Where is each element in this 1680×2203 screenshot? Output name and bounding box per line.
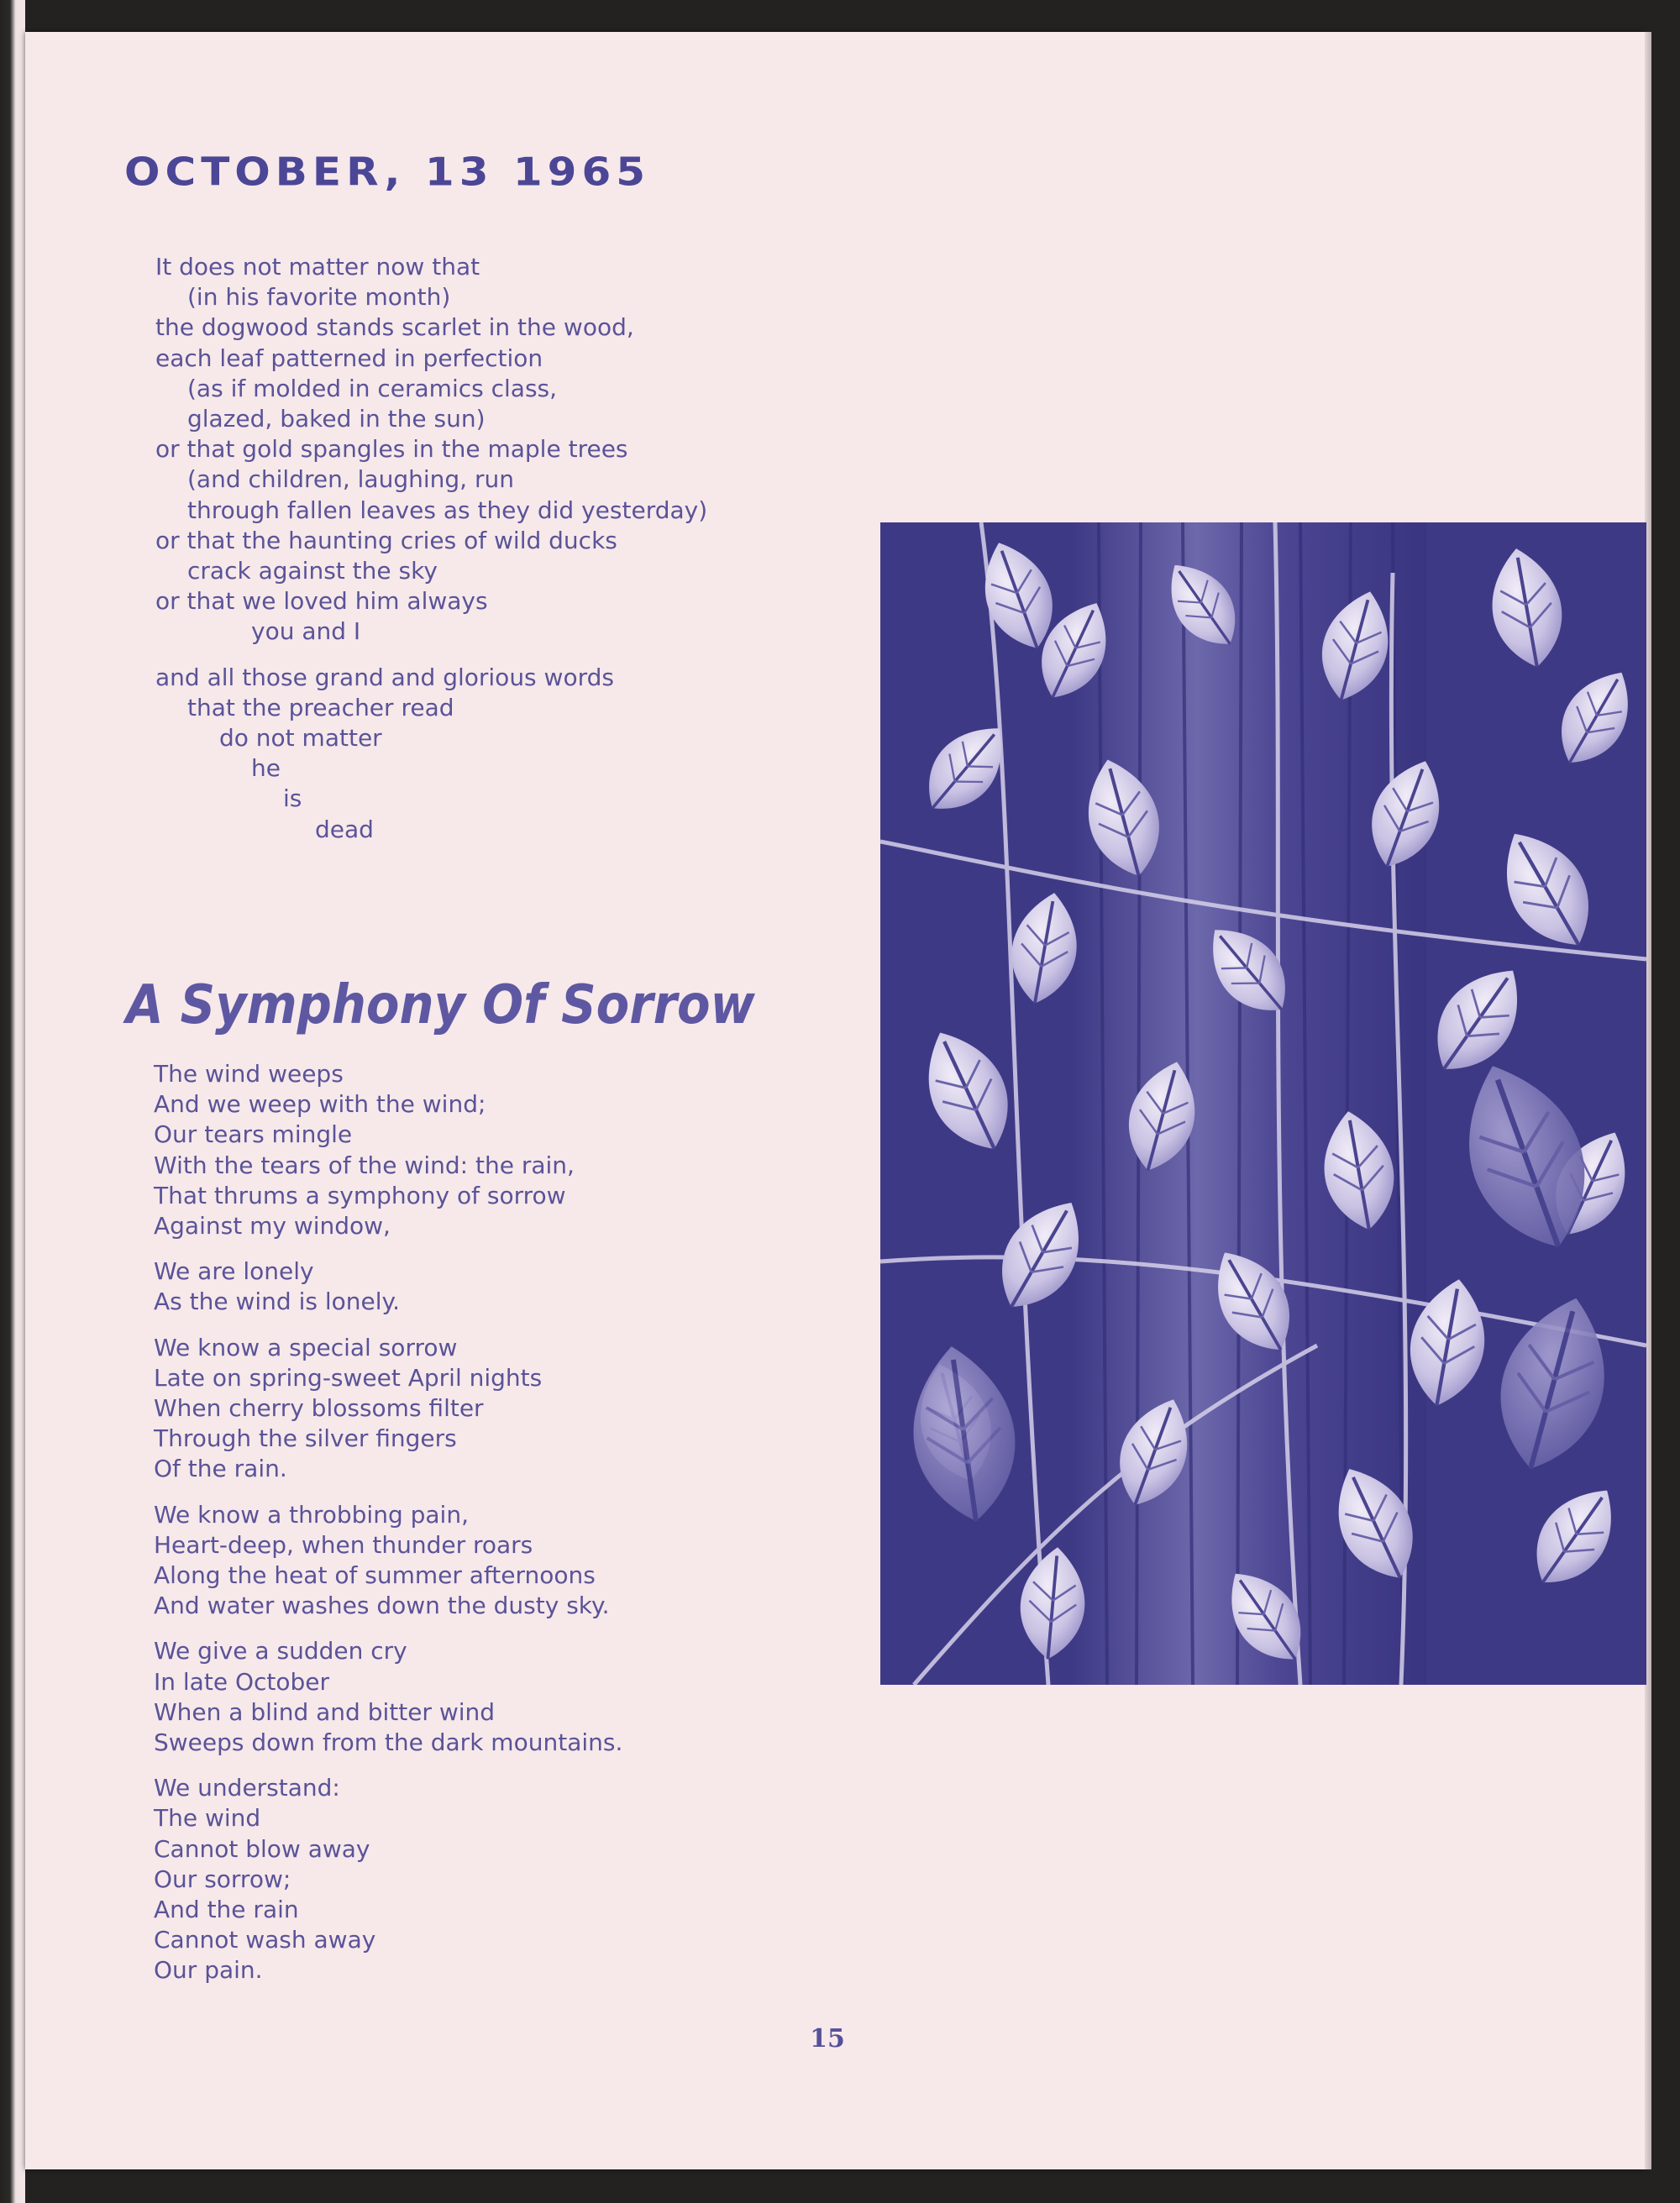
poem-line: Our pain. [154, 1956, 263, 1985]
poem-1-body [155, 252, 707, 845]
poem-line: And water washes down the dusty sky. [154, 1592, 610, 1620]
poem-line: (as if molded in ceramics class, [187, 374, 558, 402]
poem-line: Cannot wash away [154, 1926, 376, 1954]
poem-line: Through the silver fingers [154, 1424, 457, 1453]
poem-2-body [154, 1059, 622, 1986]
poem-line: When a blind and bitter wind [154, 1697, 496, 1726]
poem-line: Our sorrow; [154, 1865, 291, 1893]
poem-line: Late on spring-sweet April nights [154, 1363, 543, 1392]
poem-line: Along the heat of summer afternoons [154, 1561, 596, 1590]
poem-line: or that gold spangles in the maple trees [155, 435, 628, 464]
poem-line: And we weep with the wind; [154, 1090, 486, 1119]
poem-line: Heart-deep, when thunder roars [154, 1530, 533, 1559]
poem-line: Sweeps down from the dark mountains. [154, 1728, 623, 1757]
poem-line: As the wind is lonely. [154, 1288, 401, 1316]
poem-line: That thrums a symphony of sorrow [154, 1181, 566, 1209]
poem-line: The wind [154, 1804, 261, 1833]
poem-2-title: A Symphony Of Sorrow [126, 974, 755, 1036]
poem-line: is [283, 784, 302, 813]
poem-line: The wind weeps [154, 1060, 344, 1088]
poem-line: We are lonely [154, 1257, 314, 1286]
poem-line: We know a special sorrow [154, 1333, 458, 1361]
poem-line: or that we loved him always [155, 587, 488, 616]
poem-line: Our tears mingle [154, 1120, 353, 1149]
poem-line: and all those grand and glorious words [155, 663, 614, 691]
poem-line: We understand: [154, 1774, 340, 1802]
poem-line: (in his favorite month) [187, 283, 451, 312]
poem-line: In late October [154, 1667, 330, 1696]
stanza-gap [154, 1241, 622, 1256]
poem-line: We know a throbbing pain, [154, 1500, 469, 1529]
poem-line: Against my window, [154, 1212, 391, 1240]
poem-line: When cherry blossoms filter [154, 1394, 484, 1423]
poem-line: the dogwood stands scarlet in the wood, [155, 313, 634, 342]
poem-line: dead [315, 815, 374, 843]
page-number: 15 [810, 2024, 845, 2054]
poem-line: he [251, 754, 281, 783]
stanza-gap [154, 1485, 622, 1500]
poem-line: glazed, baked in the sun) [187, 405, 486, 433]
stanza-gap [154, 1758, 622, 1773]
poem-line: Cannot blow away [154, 1834, 370, 1863]
poem-line: crack against the sky [187, 557, 438, 585]
poem-line: With the tears of the wind: the rain, [154, 1151, 575, 1179]
poem-line: or that the haunting cries of wild ducks [155, 526, 617, 554]
poem-line: each leaf patterned in perfection [155, 344, 543, 372]
stanza-gap [154, 1318, 622, 1333]
poem-line: through fallen leaves as they did yesterday) [187, 496, 708, 524]
poem-line: Of the rain. [154, 1455, 287, 1483]
stanza-gap [154, 1621, 622, 1636]
poem-line: We give a sudden cry [154, 1637, 407, 1665]
binding-gutter [0, 0, 25, 2203]
poem-line: do not matter [219, 724, 382, 753]
poem-line: you and I [251, 617, 361, 646]
stanza-gap [155, 648, 707, 663]
poem-line: (and children, laughing, run [187, 465, 514, 494]
poem-line: And the rain [154, 1896, 299, 1924]
poem-1-title: OCTOBER, 13 1965 [124, 149, 651, 195]
leaf-photograph [880, 522, 1646, 1685]
poem-line: that the preacher read [187, 693, 454, 721]
poem-line: It does not matter now that [155, 253, 480, 281]
